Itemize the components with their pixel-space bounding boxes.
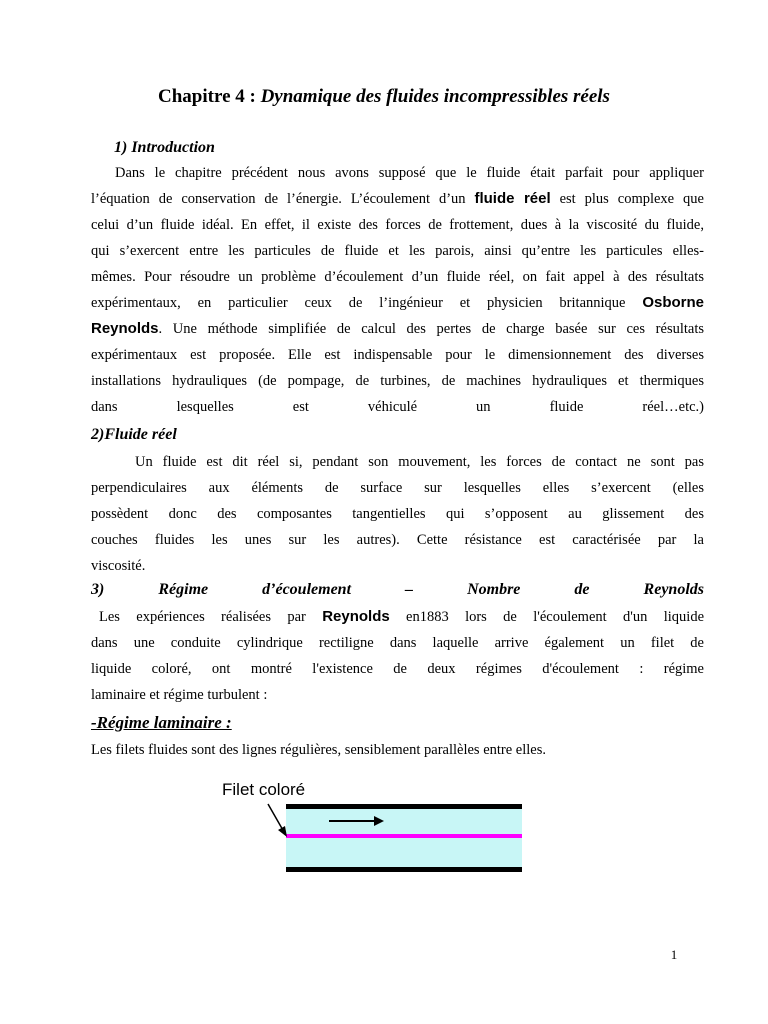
pipe-interior — [286, 806, 522, 871]
bold-term: Reynolds — [322, 608, 390, 625]
label-pointer-arrowhead — [278, 826, 287, 837]
paragraph-line: liquide coloré, ont montré l'existence de deux régimes d'écoulement : régime — [91, 661, 704, 677]
paragraph-line: Les expériences réalisées par Reynolds en1883 lors de l'écoulement d'un liquide — [99, 608, 705, 625]
paragraph-line: perpendiculaires aux éléments de surface sur lesquelles elles s’exercent (elles — [91, 480, 704, 496]
paragraph-line: dans lesquelles est véhiculé un fluide réel…etc.) — [91, 399, 704, 415]
bold-term: fluide réel — [474, 190, 551, 207]
paragraph-line: expérimentaux, en particulier ceux de l’ingénieur et physicien britannique Osborne — [91, 294, 704, 311]
bold-term: Reynolds — [91, 320, 159, 337]
chapter-title — [0, 84, 768, 110]
dye-streakline — [286, 834, 522, 838]
paragraph-line: Un fluide est dit réel si, pendant son mouvement, les forces de contact ne sont pas — [135, 454, 704, 470]
paragraph-line: l’équation de conservation de l’énergie. L’écoulement d’un fluide réel est plus complexe que — [91, 190, 704, 207]
regime-paragraph — [91, 604, 704, 708]
paragraph-line: possèdent donc des composantes tangentielles qui s’opposent au glissement des — [91, 506, 704, 522]
page-number: 1 — [670, 947, 678, 962]
paragraph-line: qui s’exercent entre les particules de fluide et les parois, ainsi qu’entre les particules elles- — [91, 243, 704, 259]
subheading-regime-laminaire: -Régime laminaire : — [91, 713, 232, 732]
paragraph-line: expérimentaux est proposée. Elle est indispensable pour le dimensionnement des diverses — [91, 347, 704, 363]
introduction-paragraph — [91, 160, 704, 420]
paragraph-line: mêmes. Pour résoudre un problème d’écoulement d’un fluide réel, on fait appel à des résultats — [91, 269, 704, 285]
paragraph-line: dans une conduite cylindrique rectiligne dans laquelle arrive également un filet de — [91, 635, 704, 651]
figure-label-filet-colore: Filet coloré — [222, 780, 306, 799]
laminar-flow-diagram — [214, 776, 534, 886]
section-heading-regime: 3) Régime d’écoulement – Nombre de Reynolds — [91, 581, 704, 598]
paragraph-line: couches fluides les unes sur les autres). Cette résistance est caractérisée par la — [91, 532, 704, 548]
paragraph-line: celui d’un fluide idéal. En effet, il existe des forces de frottement, dues à la viscosité du fluide, — [91, 217, 704, 233]
laminar-description: Les filets fluides sont des lignes régulières, sensiblement parallèles entre elles. — [91, 742, 547, 758]
fluide-reel-paragraph — [91, 449, 704, 579]
section-heading-fluide-reel: 2)Fluide réel — [91, 426, 177, 443]
bold-term: Osborne — [642, 294, 704, 311]
paragraph-line: viscosité. — [91, 558, 146, 574]
pipe-wall-bottom — [286, 867, 522, 872]
paragraph-line: installations hydrauliques (de pompage, de turbines, de machines hydrauliques et thermiques — [91, 373, 704, 389]
chapter-title-italic: Dynamique des fluides incompressibles réels — [260, 86, 610, 107]
paragraph-line: Reynolds. Une méthode simplifiée de calcul des pertes de charge basée sur ces résultats — [91, 320, 704, 337]
section-heading-introduction: 1) Introduction — [114, 139, 215, 156]
pipe-wall-top — [286, 804, 522, 809]
paragraph-line: laminaire et régime turbulent : — [91, 687, 268, 703]
label-pointer-line — [268, 804, 284, 832]
chapter-title-prefix: Chapitre 4 : — [158, 86, 261, 107]
paragraph-line: Dans le chapitre précédent nous avons supposé que le fluide était parfait pour appliquer — [115, 165, 704, 181]
